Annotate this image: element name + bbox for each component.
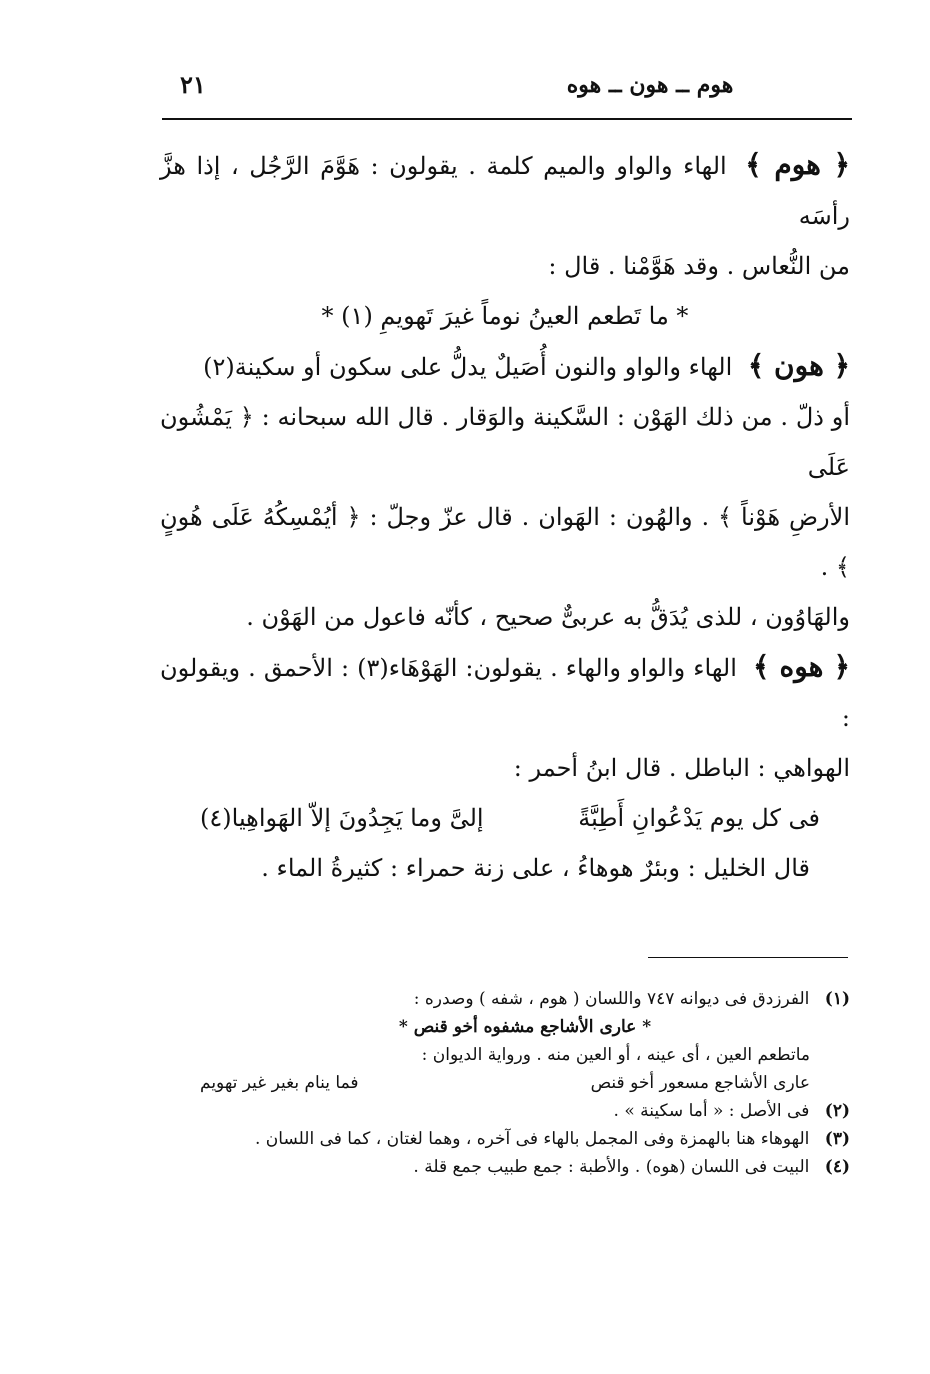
footnote-text: فى الأصل : « أما سكينة » . (613, 1101, 810, 1121)
page-number: ٢١ (180, 70, 206, 99)
footnote-1-line-2: ماتطعم العين ، أى عينه ، أو العين منه . ورواية الديوان : (421, 1045, 810, 1065)
entry-hwn-line-1 (160, 341, 850, 392)
running-header (160, 68, 850, 108)
footnote-text: البيت فى اللسان (هوه) . والأطبة : جمع طبيب جمع قلة . (413, 1157, 810, 1177)
footnote-1-poem (200, 1069, 850, 1097)
footnote-poem-right: عارى الأشاجع مسعور أخو قنص (590, 1073, 810, 1093)
running-title: هوم ــ هون ــ هوه (566, 72, 734, 98)
poem-ibn-ahmar (160, 793, 850, 843)
header-rule (162, 118, 852, 120)
footnote-number: (٣) (824, 1129, 850, 1149)
footnote-number: (٢) (824, 1101, 850, 1121)
footnote-2 (200, 1097, 850, 1125)
entry-hwh-line-2: الهواهي : الباطل . قال ابنُ أحمر : (513, 754, 850, 782)
footnote-text: الهوهاء هنا بالهمزة وفى المجمل بالهاء فى آخره ، وهما لغتان ، كما فى اللسان . (255, 1129, 810, 1149)
footnote-number: (١) (824, 989, 850, 1009)
headword-hwm: ﴿ هوم ﴾ (745, 148, 850, 181)
headword-hwh: ﴿ هوه ﴾ (752, 650, 850, 683)
footnote-4 (200, 1153, 850, 1181)
entry-hwn-line-4: والهَاوُون ، للذى يُدَقُّ به عربىٌّ صحيح ، كأنّه فاعول من الهَوْن . (246, 603, 850, 631)
entry-text: الهاء والواو والنون أُصَيلٌ يدلُّ على سكون أو سكينة(٢) (203, 353, 733, 381)
entry-hwh-line-1 (160, 642, 850, 743)
poem-hemistich-right: فى كل يوم يَدْعُوانِ أَطِبَّةً (578, 804, 820, 832)
footnote-1 (200, 985, 850, 1013)
verse-hwm: * ما تَطعم العينُ نوماً غيرَ تَهويمِ (١) * (321, 302, 689, 330)
footnote-poem-left: فما ينام بغير غير تهويم (200, 1073, 359, 1093)
headword-hwn: ﴿ هون ﴾ (747, 349, 850, 382)
entry-hwn-line-2: أو ذلّ . من ذلك الهَوْن : السَّكينة والوَقار . قال الله سبحانه : ﴿ يَمْشُون عَلَى (160, 403, 850, 481)
main-text (160, 140, 850, 893)
footnote-number: (٤) (824, 1157, 850, 1177)
entry-hwn-line-3: الأرضِ هَوْناً ﴾ . والهُون : الهَوان . قال عزّ وجلّ : ﴿ أيُمْسِكُهُ عَلَى هُونٍ ﴾ . (160, 503, 850, 581)
footnotes (200, 985, 850, 1181)
footnote-1-verse: * عارى الأشاجع مشفوه أخو قنص * (398, 1017, 652, 1037)
footnote-rule (648, 957, 848, 958)
entry-text: الهاء والواو والهاء . يقولون: الهَوْهَاء(٣) : الأحمق . ويقولون : (160, 654, 850, 732)
entry-hwh-line-3: قال الخليل : وبئرٌ هوهاءُ ، على زنة حمراء : كثيرةُ الماء . (261, 854, 810, 882)
entry-hwm-line-2: من النُّعاس . وقد هَوَّمْنا . قال : (548, 252, 850, 280)
footnote-text: الفرزدق فى ديوانه ٧٤٧ واللسان ( هوم ، شفه ) وصدره : (413, 989, 810, 1009)
entry-hwm-line-1 (160, 140, 850, 241)
footnote-3 (200, 1125, 850, 1153)
poem-hemistich-left: إلىَّ وما يَجِدُونَ إلاّ الهَواهِيا(٤) (200, 804, 484, 832)
entry-text: الهاء والواو والميم كلمة . يقولون : هَوَّمَ الرَّجُل ، إذا هزَّ رأسَه (160, 152, 850, 230)
